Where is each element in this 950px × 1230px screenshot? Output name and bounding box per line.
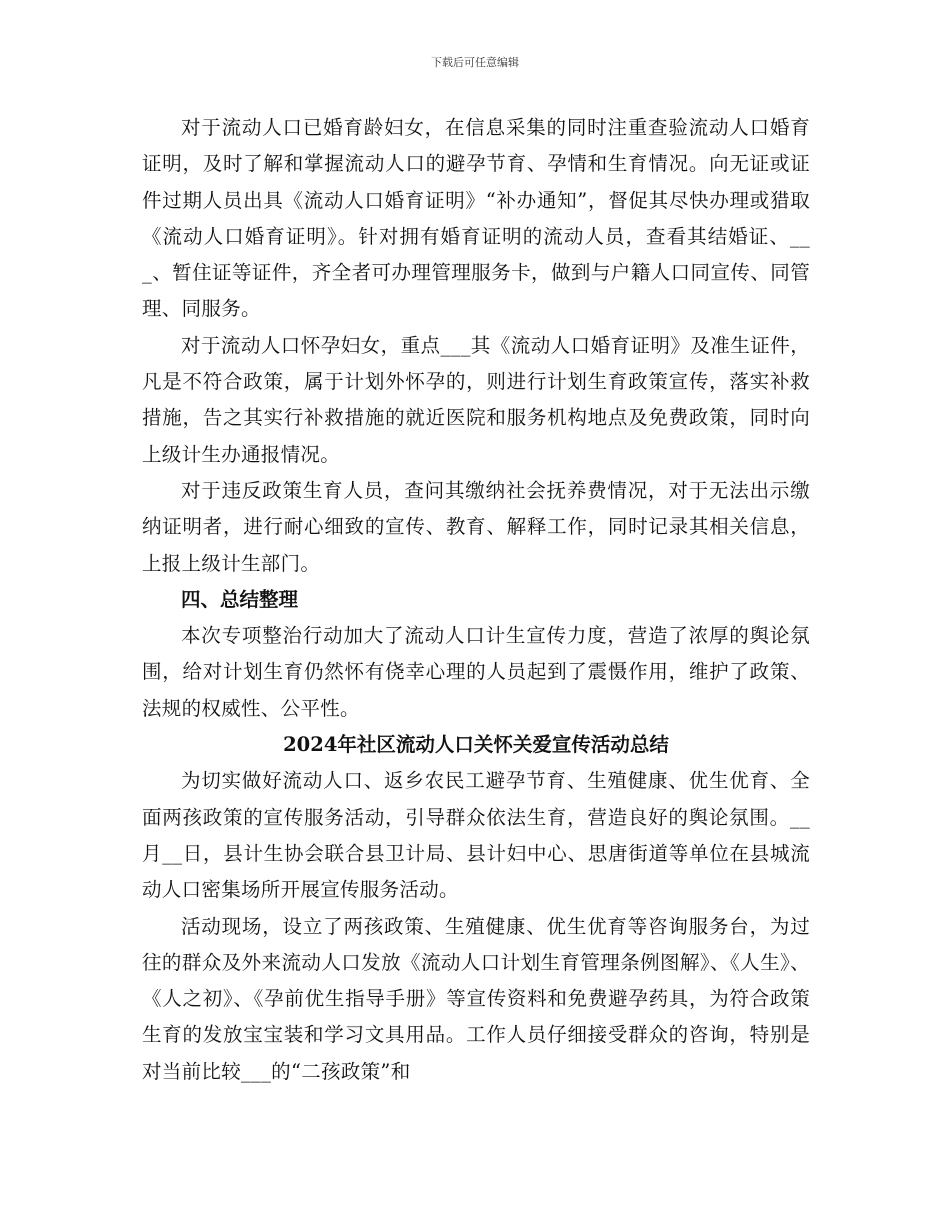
header-note: 下载后可任意编辑 [431, 56, 519, 69]
document-title: 2024年社区流动人口关怀关爱宣传活动总结 [283, 733, 669, 757]
paragraph-activity: 活动现场，设立了两孩政策、生殖健康、优生优育等咨询服务台，为过往的群众及外来流动人口发放《流动人口计划生育管理条例图解》、《人生》、《人之初》、《孕前优生指导手册》等宣传资料和免费避孕药具，为符合政策生育的发放宝宝装和学习文具用品。工作人员仔细接受群众的咨询，特别是对当前比较___的“二孩政策”和 [142, 914, 810, 1083]
paragraph-intro: 为切实做好流动人口、返乡农民工避孕节育、生殖健康、优生优育、全面两孩政策的宣传服务活动，引导群众依法生育，营造良好的舆论氛围。__月__日，县计生协会联合县卫计局、县计妇中心、思唐街道等单位在县城流动人口密集场所开展宣传服务活动。 [142, 769, 810, 902]
document-body [142, 110, 810, 1090]
paragraph-married-women: 对于流动人口已婚育龄妇女，在信息采集的同时注重查验流动人口婚育证明，及时了解和掌握流动人口的避孕节育、孕情和生育情况。向无证或证件过期人员出具《流动人口婚育证明》“补办通知”，督促其尽快办理或猎取《流动人口婚育证明》。针对拥有婚育证明的流动人员，查看其结婚证、___、暂住证等证件，齐全者可办理管理服务卡，做到与户籍人口同宣传、同管理、同服务。 [142, 116, 810, 321]
paragraph-summary: 本次专项整治行动加大了流动人口计生宣传力度，营造了浓厚的舆论氛围，给对计划生育仍然怀有侥幸心理的人员起到了震慑作用，维护了政策、法规的权威性、公平性。 [142, 624, 810, 720]
paragraph-violators: 对于违反政策生育人员，查问其缴纳社会抚养费情况，对于无法出示缴纳证明者，进行耐心细致的宣传、教育、解释工作，同时记录其相关信息，上报上级计生部门。 [142, 478, 810, 575]
section-heading: 四、总结整理 [181, 587, 299, 611]
paragraph-pregnant-women: 对于流动人口怀孕妇女，重点___其《流动人口婚育证明》及准生证件，凡是不符合政策，属于计划外怀孕的，则进行计划生育政策宣传，落实补救措施，告之其实行补救措施的就近医院和服务机构地点及免费政策，同时向上级计生办通报情况。 [142, 333, 810, 466]
